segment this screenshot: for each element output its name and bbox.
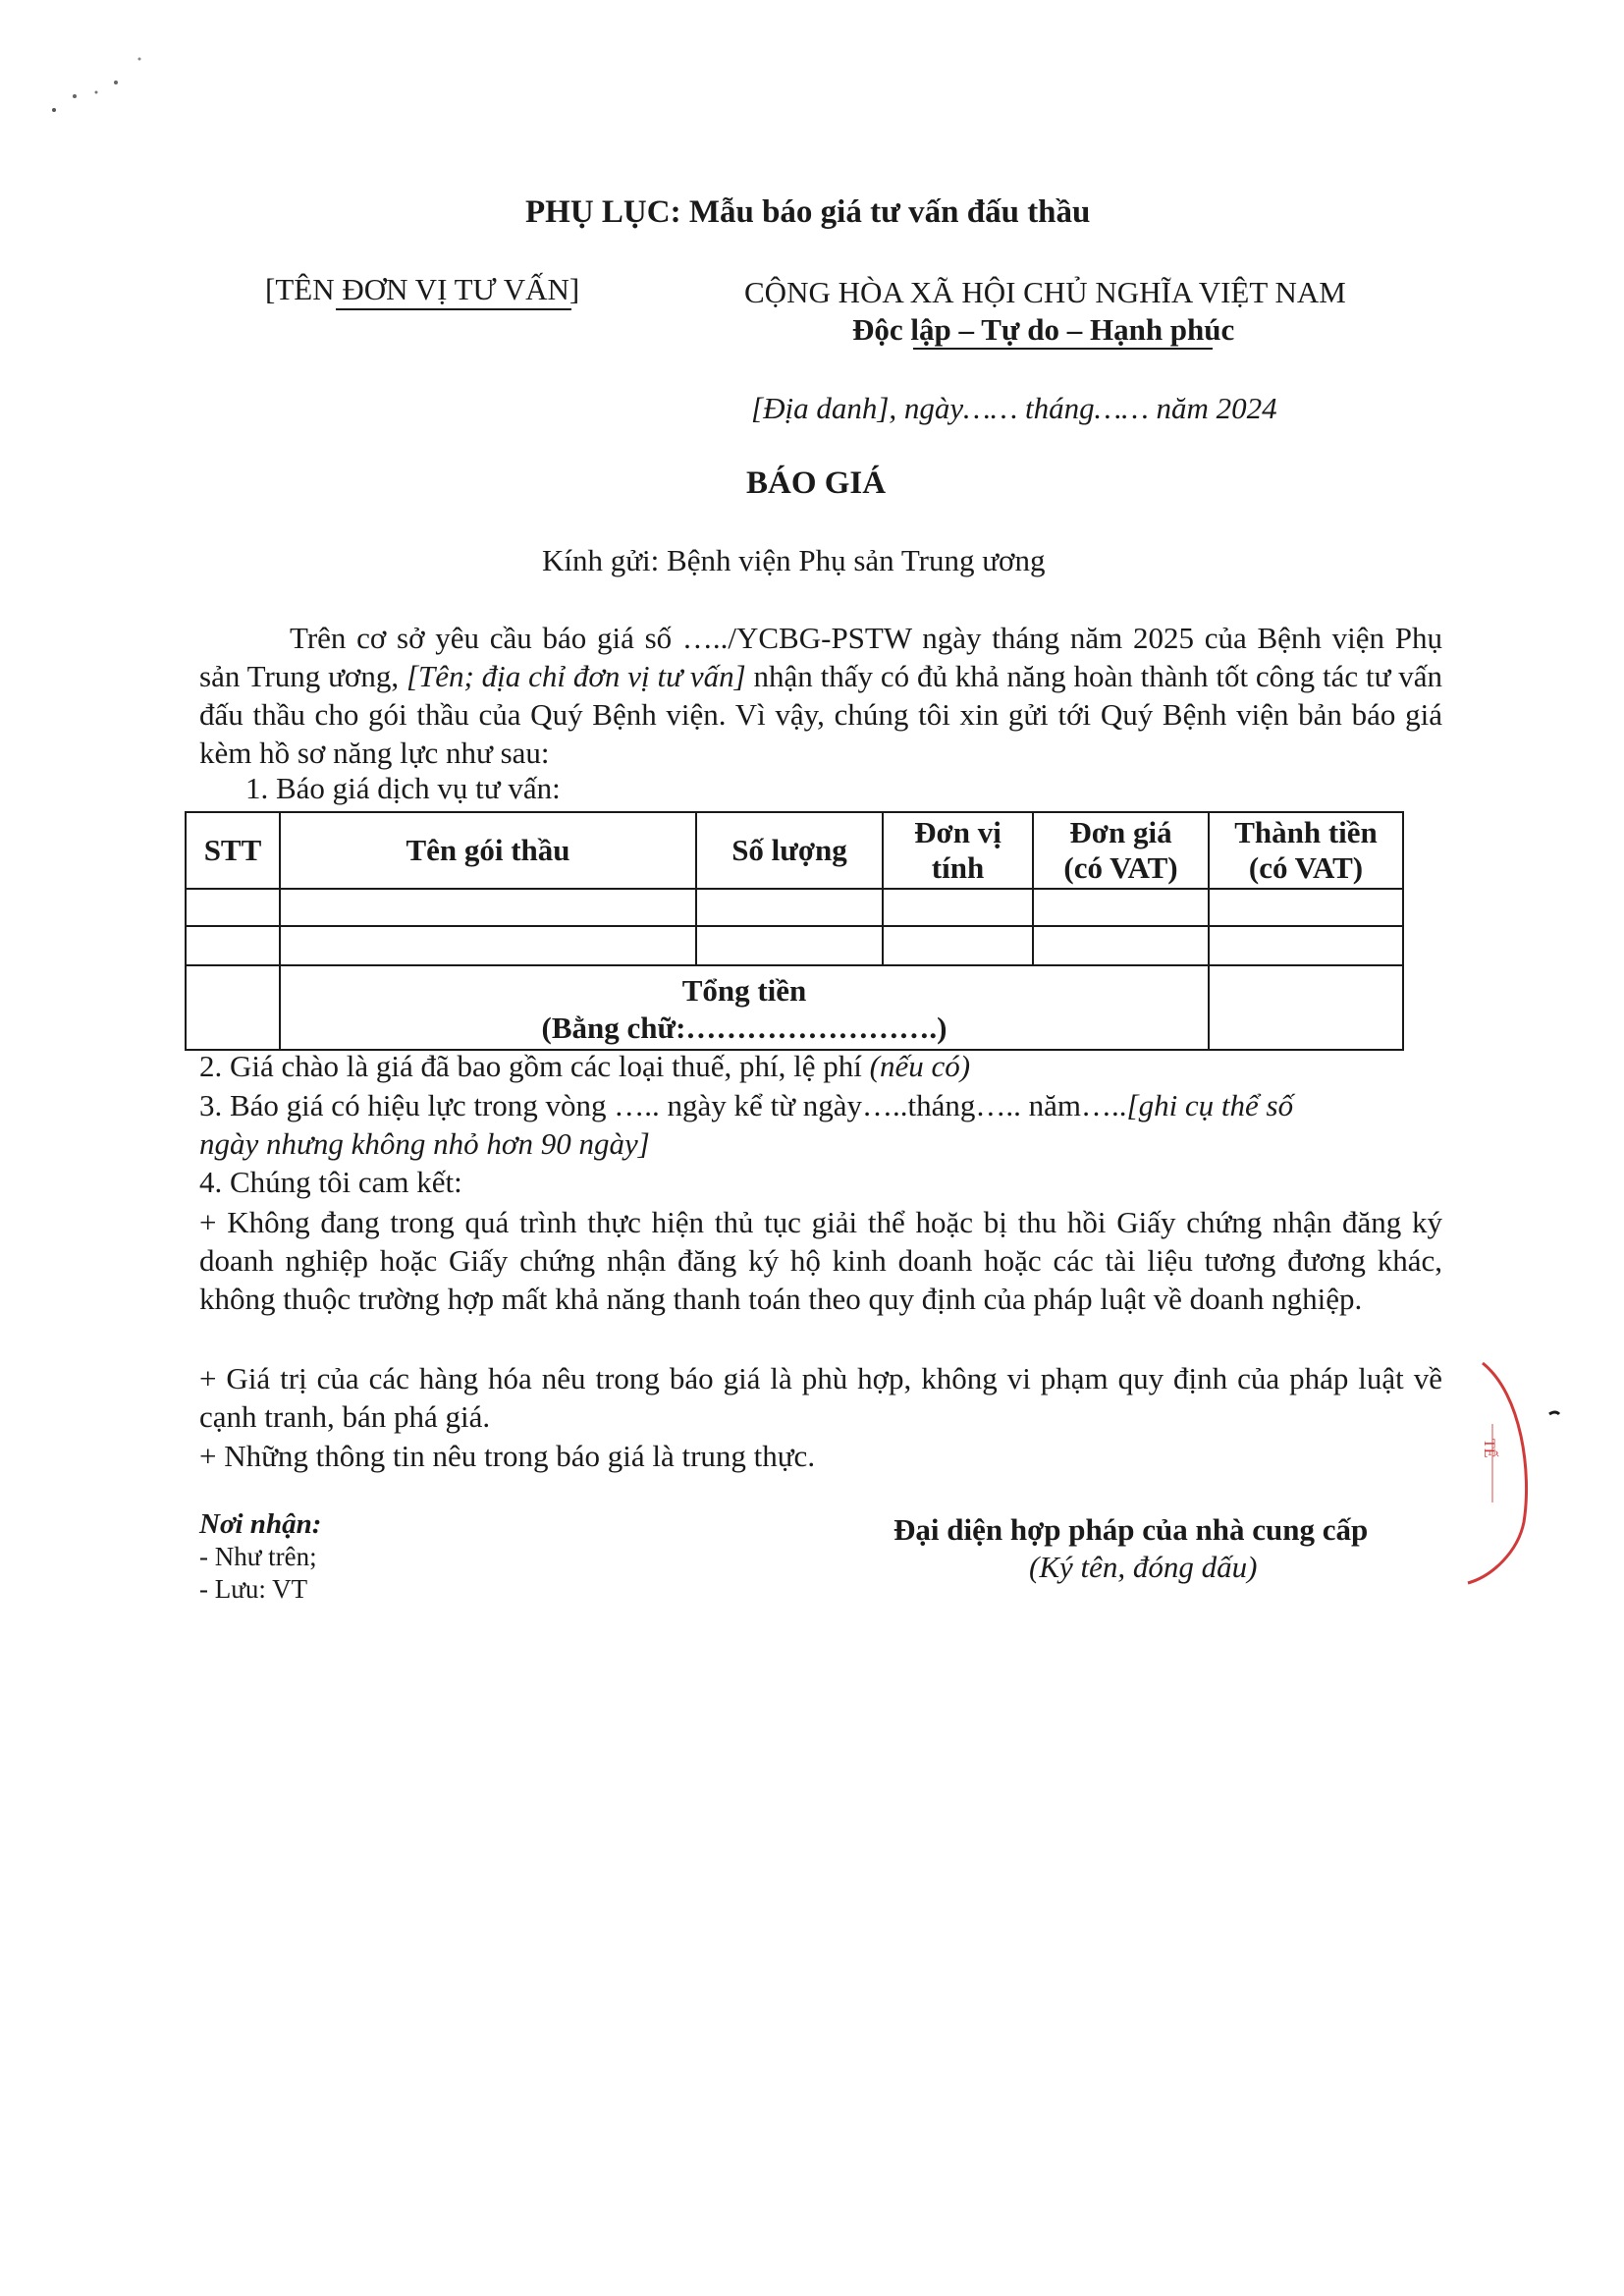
place-date: [Địa danh], ngày…… tháng…… năm 2024 — [751, 391, 1277, 425]
col-unit-line2: tính — [931, 850, 985, 885]
table-cell — [280, 889, 696, 926]
col-price-line1: Đơn giá — [1069, 815, 1172, 849]
national-motto: Độc lập – Tự do – Hạnh phúc — [852, 312, 1235, 347]
col-price-line2: (có VAT) — [1063, 850, 1178, 885]
consultant-unit: [TÊN ĐƠN VỊ TƯ VẤN] — [265, 272, 580, 306]
recipient-line: Kính gửi: Bệnh viện Phụ sản Trung ương — [542, 543, 1046, 577]
intro-paragraph — [199, 619, 1442, 772]
table-cell — [696, 926, 883, 965]
sum-in-words: (Bằng chữ:…………………….) — [541, 1011, 947, 1045]
signer-title: Đại diện hợp pháp của nhà cung cấp — [893, 1512, 1369, 1547]
recipients-item: - Như trên; — [199, 1542, 317, 1571]
scan-specks — [39, 49, 157, 128]
quote-table — [185, 811, 1404, 1051]
table-row — [186, 889, 1403, 926]
col-unit — [883, 812, 1033, 889]
commitment-1: + Không đang trong quá trình thực hiện thủ tục giải thể hoặc bị thu hồi Giấy chứng nhận đăng ký doanh nghiệp hoặc Giấy chứng nhận đăng ký hộ kinh doanh hoặc các tài liệu tương đương khác, không thuộc trường hợp mất khả năng thanh toán theo quy định của pháp luật về doanh nghiệp. — [199, 1205, 1442, 1316]
commitment-3: + Những thông tin nêu trong báo giá là trung thực. — [199, 1439, 816, 1473]
col-quantity: Số lượng — [696, 812, 883, 889]
signer-note: (Ký tên, đóng dấu) — [1029, 1550, 1258, 1584]
table-cell — [1209, 889, 1403, 926]
table-cell — [280, 926, 696, 965]
item-4: 4. Chúng tôi cam kết: — [199, 1165, 462, 1199]
section-1-heading: 1. Báo giá dịch vụ tư vấn: — [245, 771, 561, 805]
intro-consultant-placeholder: [Tên; địa chỉ đơn vị tư vấn] — [406, 659, 746, 693]
col-price — [1033, 812, 1209, 889]
table-cell — [1033, 889, 1209, 926]
col-total-line1: Thành tiền — [1234, 815, 1378, 849]
motto-underline — [913, 348, 1213, 350]
appendix-title: PHỤ LỤC: Mẫu báo giá tư vấn đấu thầu — [525, 194, 1091, 230]
sum-value-cell — [1209, 965, 1403, 1050]
stamp-seal — [1453, 1355, 1571, 1591]
item-3-text: 3. Báo giá có hiệu lực trong vòng ….. ngày kể từ ngày…..tháng….. năm….. — [199, 1088, 1127, 1122]
col-total-line2: (có VAT) — [1248, 850, 1364, 885]
table-cell — [1033, 926, 1209, 965]
table-cell — [186, 926, 280, 965]
item-2-text: 2. Giá chào là giá đã bao gồm các loại thuế, phí, lệ phí — [199, 1049, 862, 1083]
col-stt: STT — [186, 812, 280, 889]
col-package: Tên gói thầu — [280, 812, 696, 889]
table-cell — [186, 889, 280, 926]
sum-cell — [280, 965, 1209, 1050]
item-3-italic-2: ngày nhưng không nhỏ hơn 90 ngày] — [199, 1126, 650, 1161]
consultant-underline — [336, 308, 571, 310]
table-cell — [883, 889, 1033, 926]
intro-text-2: nhận thấy có đủ khả năng hoàn thành tốt công tác tư vấn đấu thầu cho gói thầu của Quý Bệnh viện. Vì vậy, chúng tôi xin gửi tới Quý Bệnh viện bản báo giá kèm hồ sơ năng lực như sau: — [199, 659, 1443, 770]
col-total — [1209, 812, 1403, 889]
document-title: BÁO GIÁ — [746, 465, 887, 501]
table-cell — [186, 965, 280, 1050]
item-3 — [199, 1088, 1293, 1123]
intro-text-1: Trên cơ sở yêu cầu báo giá số …../YCBG-PSTW ngày tháng năm 2025 của Bệnh viện Phụ sản Trung ương, — [199, 621, 1442, 693]
table-cell — [883, 926, 1033, 965]
item-2 — [199, 1049, 970, 1084]
table-cell — [1209, 926, 1403, 965]
national-title: CỘNG HÒA XÃ HỘI CHỦ NGHĨA VIỆT NAM — [744, 275, 1346, 309]
item-2-italic: (nếu có) — [869, 1049, 971, 1083]
svg-text:TẾ: TẾ — [1481, 1439, 1497, 1458]
table-header-row — [186, 812, 1403, 889]
item-3-italic-1: [ghi cụ thể số — [1126, 1088, 1294, 1122]
commitment-2: + Giá trị của các hàng hóa nêu trong báo giá là phù hợp, không vi phạm quy định của pháp luật về cạnh tranh, bán phá giá. — [199, 1361, 1442, 1434]
col-unit-line1: Đơn vị — [914, 815, 1001, 849]
table-row — [186, 926, 1403, 965]
sum-label: Tổng tiền — [681, 973, 807, 1008]
table-cell — [696, 889, 883, 926]
recipients-item: - Lưu: VT — [199, 1574, 308, 1604]
table-sum-row — [186, 965, 1403, 1050]
recipients-label: Nơi nhận: — [199, 1508, 322, 1540]
